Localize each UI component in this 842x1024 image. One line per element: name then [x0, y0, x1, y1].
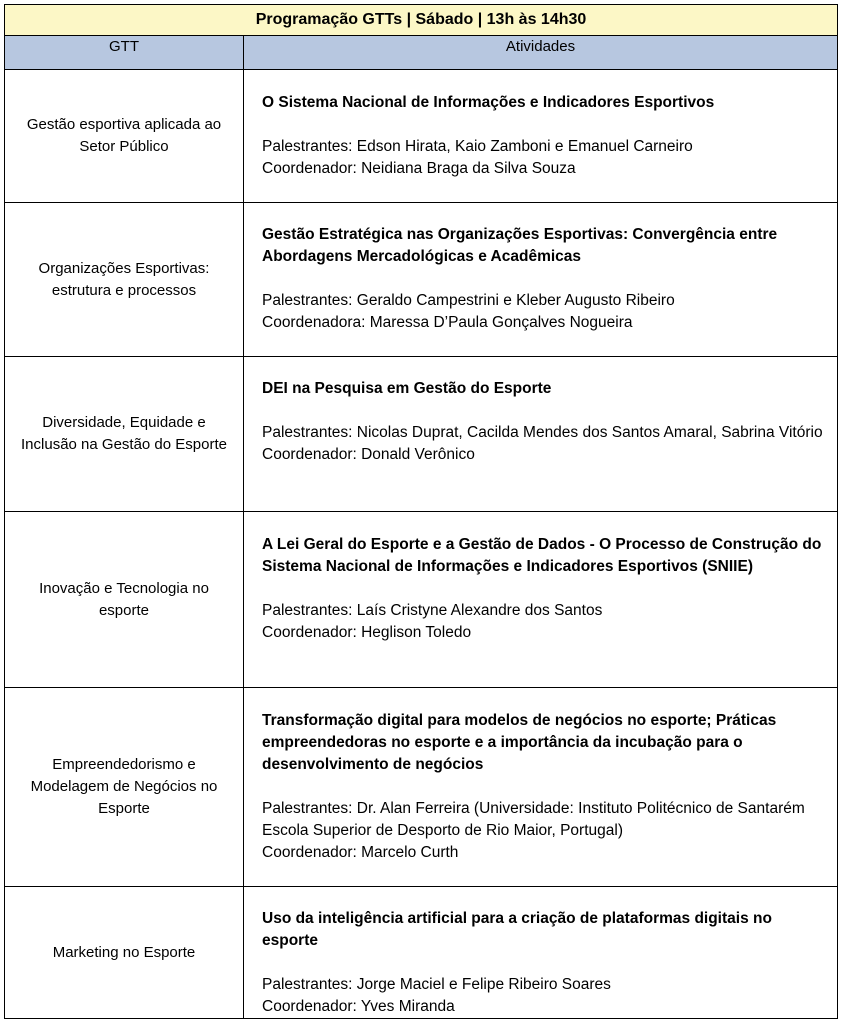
activity-cell	[244, 203, 838, 357]
schedule-table-wrapper	[4, 4, 837, 1019]
gtt-cell: Inovação e Tecnologia no esporte	[5, 512, 244, 688]
table-row	[5, 70, 838, 203]
activity-speakers: Palestrantes: Dr. Alan Ferreira (Universidade: Instituto Politécnico de Santarém Escola Superior de Desporto de Rio Maior, Portugal)	[262, 800, 805, 839]
activity-title: DEI na Pesquisa em Gestão do Esporte	[262, 380, 552, 397]
header-gtt: GTT	[5, 36, 244, 70]
table-row	[5, 357, 838, 512]
table-row	[5, 512, 838, 688]
gtt-cell: Marketing no Esporte	[5, 887, 244, 1019]
schedule-table	[4, 4, 838, 1019]
activity-speakers: Palestrantes: Geraldo Campestrini e Kleber Augusto Ribeiro	[262, 292, 675, 309]
activity-cell	[244, 357, 838, 512]
activity-coordinator: Coordenador: Yves Miranda	[262, 998, 455, 1015]
activity-coordinator: Coordenador: Marcelo Curth	[262, 844, 459, 861]
activity-speakers: Palestrantes: Nicolas Duprat, Cacilda Mendes dos Santos Amaral, Sabrina Vitório	[262, 424, 823, 441]
activity-cell	[244, 512, 838, 688]
activity-title: O Sistema Nacional de Informações e Indicadores Esportivos	[262, 94, 715, 111]
activity-speakers: Palestrantes: Edson Hirata, Kaio Zamboni e Emanuel Carneiro	[262, 138, 693, 155]
activity-title: Gestão Estratégica nas Organizações Esportivas: Convergência entre Abordagens Mercadológicas e Acadêmicas	[262, 226, 778, 265]
activity-title: Transformação digital para modelos de negócios no esporte; Práticas empreendedoras no esporte e a importância da incubação para o desenvolvimento de negócios	[262, 712, 777, 773]
activity-coordinator: Coordenadora: Maressa D’Paula Gonçalves Nogueira	[262, 314, 633, 331]
table-title-row	[5, 5, 838, 36]
activity-coordinator: Coordenador: Donald Verônico	[262, 446, 475, 463]
header-atividades: Atividades	[244, 36, 838, 70]
header-row	[5, 36, 838, 70]
activity-cell	[244, 887, 838, 1019]
gtt-cell: Diversidade, Equidade e Inclusão na Gestão do Esporte	[5, 357, 244, 512]
gtt-cell: Empreendedorismo e Modelagem de Negócios no Esporte	[5, 688, 244, 887]
gtt-cell: Gestão esportiva aplicada ao Setor Público	[5, 70, 244, 203]
table-row	[5, 688, 838, 887]
activity-speakers: Palestrantes: Jorge Maciel e Felipe Ribeiro Soares	[262, 976, 611, 993]
activity-coordinator: Coordenador: Heglison Toledo	[262, 624, 472, 641]
activity-speakers: Palestrantes: Laís Cristyne Alexandre dos Santos	[262, 602, 603, 619]
table-row	[5, 203, 838, 357]
activity-coordinator: Coordenador: Neidiana Braga da Silva Souza	[262, 160, 576, 177]
activity-cell	[244, 688, 838, 887]
activity-title: A Lei Geral do Esporte e a Gestão de Dados - O Processo de Construção do Sistema Nacional de Informações e Indicadores Esportivos (SNIIE)	[262, 536, 822, 575]
activity-title: Uso da inteligência artificial para a criação de plataformas digitais no esporte	[262, 910, 772, 949]
activity-cell	[244, 70, 838, 203]
table-row	[5, 887, 838, 1019]
table-title: Programação GTTs | Sábado | 13h às 14h30	[5, 5, 838, 36]
gtt-cell: Organizações Esportivas: estrutura e processos	[5, 203, 244, 357]
